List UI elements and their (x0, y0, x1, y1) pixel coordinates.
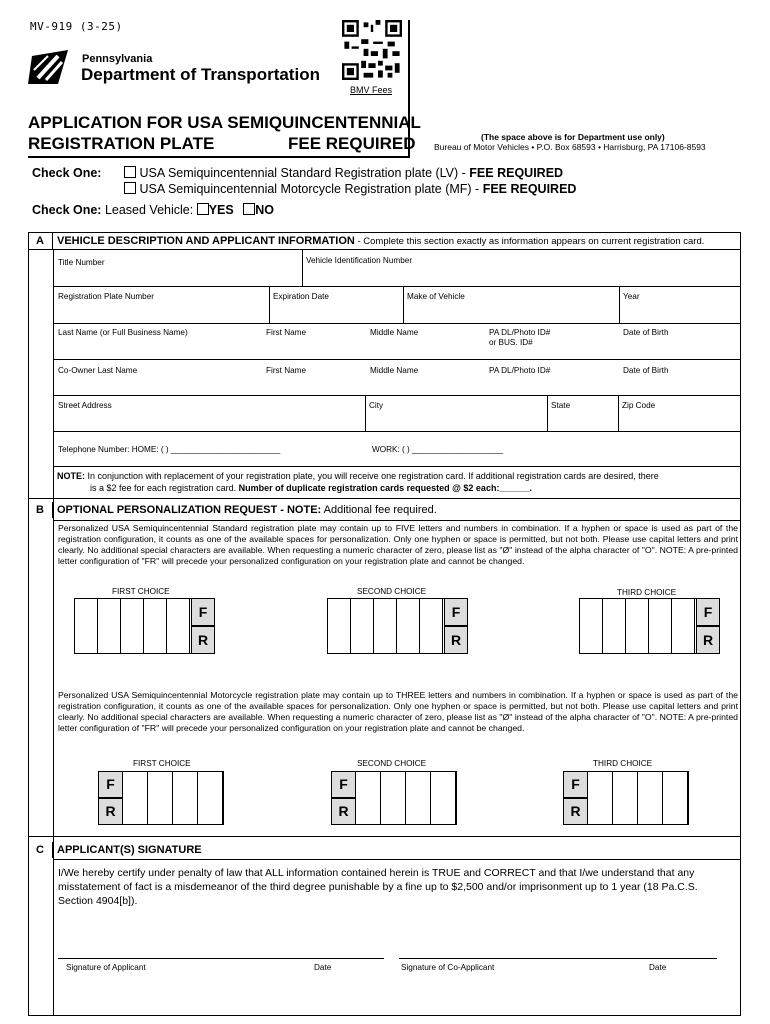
bureau-address: Bureau of Motor Vehicles • P.O. Box 68593 • Harrisburg, PA 17106-8593 (434, 142, 706, 152)
section-c-left-rule (53, 837, 54, 1015)
qr-code-icon[interactable] (342, 20, 402, 80)
rule (53, 431, 741, 432)
plate-number-label: Registration Plate Number (58, 292, 155, 301)
state-field[interactable] (548, 396, 618, 431)
bus-id-label: or BUS. ID# (489, 338, 533, 347)
section-a-header (53, 233, 741, 249)
section-b-subtitle: Additional fee required. (321, 504, 437, 516)
std-third-char-cell[interactable] (603, 599, 626, 653)
year-field[interactable] (620, 287, 740, 323)
expiration-date-label: Expiration Date (273, 292, 329, 301)
plate-lv-fee: FEE REQUIRED (469, 166, 564, 180)
rule (28, 836, 741, 837)
first-name-label: First Name (266, 328, 307, 337)
dept-use-note: (The space above is for Department use only) (481, 132, 665, 142)
check-one-label-2: Check One: (32, 203, 102, 217)
co-first-name-label: First Name (266, 366, 307, 375)
std-first-char-cell[interactable] (98, 599, 121, 653)
std-second-char-cell[interactable] (328, 599, 351, 653)
mc-second-r-cell: R (331, 798, 356, 825)
mc-third-char-cell[interactable] (588, 772, 613, 824)
title-rule (28, 156, 408, 158)
applicant-signature-line[interactable] (58, 958, 384, 959)
mc-first-choice-label: FIRST CHOICE (133, 759, 191, 768)
mc-second-f-cell: F (331, 771, 356, 798)
title-number-field[interactable] (54, 250, 302, 286)
mc-first-char-cell[interactable] (148, 772, 173, 824)
mc-first-f-cell: F (98, 771, 123, 798)
mc-third-f-cell: F (563, 771, 588, 798)
section-c-title: APPLICANT(S) SIGNATURE (57, 844, 202, 856)
org-state: Pennsylvania (82, 53, 153, 65)
rule (28, 498, 741, 499)
note-label: NOTE: (57, 471, 85, 481)
plate-number-field[interactable] (54, 287, 269, 323)
std-third-char-cell[interactable] (649, 599, 672, 653)
coapplicant-signature-line[interactable] (399, 958, 717, 959)
mc-first-r-cell: R (98, 798, 123, 825)
plate-mf-option[interactable] (124, 182, 576, 196)
applicant-date-label: Date (314, 963, 332, 972)
std-third-r-cell: R (696, 626, 720, 654)
mc-first-char-cell[interactable] (173, 772, 198, 824)
plate-lv-checkbox[interactable] (124, 166, 136, 178)
leased-yes-label: YES (208, 203, 234, 217)
co-pa-dl-label: PA DL/Photo ID# (489, 366, 551, 375)
section-c-letter: C (28, 842, 53, 858)
mc-second-choice-label: SECOND CHOICE (357, 759, 427, 768)
std-third-char-cell[interactable] (580, 599, 603, 653)
leased-no-checkbox[interactable] (243, 203, 255, 215)
leased-label: Leased Vehicle: (104, 203, 194, 217)
coapplicant-date-label: Date (649, 963, 667, 972)
title-number-label: Title Number (58, 258, 105, 267)
coapplicant-signature-label: Signature of Co-Applicant (401, 963, 495, 972)
section-a-note (57, 471, 739, 494)
section-a-letter: A (28, 233, 53, 249)
plate-mf-checkbox[interactable] (124, 182, 136, 194)
co-dob-label: Date of Birth (623, 366, 669, 375)
plate-mf-fee: FEE REQUIRED (482, 182, 577, 196)
co-owner-last-label: Co-Owner Last Name (58, 366, 138, 375)
mc-second-char-cell[interactable] (381, 772, 406, 824)
motorcycle-plate-instructions: Personalized USA Semiquincentennial Motorcycle registration plate may contain up to THREE letters and numbers in combination. If a hyphen or space is used as part of the registration configuration, it counts as one of the available spaces for personalization. Only one hyphen or space is permitted, but not both. Please use capital letters and print clearly. No additional special characters are available. When requesting a numeric character of zero, please list as "Ø" instead of the alpha character of "O". NOTE: A pre-printed letter configuration of "FR" will precede your personalized configuration on your registration plate and cannot be changed. (58, 690, 738, 733)
section-b-left-rule (53, 499, 54, 836)
std-second-char-cell[interactable] (351, 599, 374, 653)
rule (53, 466, 741, 467)
std-third-f-cell: F (696, 598, 720, 626)
std-second-char-cell[interactable] (374, 599, 397, 653)
certification-text: I/We hereby certify under penalty of law that ALL information contained herein is TRUE and CORRECT and that I/we understand that any misstatement of fact is a misdemeanor of the third degree punishable by a fine up to $2,500 and/or imprisonment up to 1 year (18 Pa.C.S. Section 4904[b]). (58, 867, 698, 907)
mc-second-char-cell[interactable] (406, 772, 431, 824)
std-second-choice-label: SECOND CHOICE (357, 587, 427, 596)
make-field[interactable] (404, 287, 619, 323)
leased-yes-checkbox[interactable] (197, 203, 209, 215)
city-field[interactable] (366, 396, 547, 431)
section-b-letter: B (28, 502, 53, 518)
std-first-char-cell[interactable] (144, 599, 167, 653)
section-b-title: OPTIONAL PERSONALIZATION REQUEST - NOTE: (57, 504, 322, 516)
section-a-title: VEHICLE DESCRIPTION AND APPLICANT INFORMATION (57, 235, 355, 247)
year-label: Year (623, 292, 640, 301)
rule (53, 520, 741, 521)
check-one-label: Check One: (32, 166, 102, 180)
fee-required-title: FEE REQUIRED (288, 134, 416, 153)
std-first-f-cell: F (191, 598, 215, 626)
zip-label: Zip Code (622, 401, 656, 410)
std-first-r-cell: R (191, 626, 215, 654)
std-third-char-cell[interactable] (672, 599, 695, 653)
rule (53, 859, 741, 860)
std-first-choice-label: FIRST CHOICE (112, 587, 170, 596)
telephone-home-label[interactable]: Telephone Number: HOME: ( ) ________________________ (58, 445, 281, 454)
state-label: State (551, 401, 571, 410)
applicant-name-field[interactable] (54, 324, 740, 359)
form-title-line2: REGISTRATION PLATE (28, 134, 215, 153)
org-name: Department of Transportation (81, 65, 320, 84)
std-second-f-cell: F (444, 598, 468, 626)
mc-first-char-cell[interactable] (123, 772, 148, 824)
mc-second-char-cell[interactable] (431, 772, 456, 824)
standard-plate-instructions: Personalized USA Semiquincentennial Standard registration plate may contain up to FIVE letters and numbers in combination. If a hyphen or space is used as part of the registration configuration, it counts as one of the available spaces for personalization. Only one hyphen or space is permitted, but not both. Please use capital letters and print clearly. No additional special characters are available. When requesting a numeric character of zero, please list as "Ø" instead of the alpha character of "O". NOTE: A pre-printed letter configuration of "FR" will precede your personalized configuration on your registration plate and cannot be changed. (58, 523, 738, 566)
note-text-1: In conjunction with replacement of your registration plate, you will receive one registration card. If additional registration cards are desired, there (85, 471, 659, 481)
section-c-header (53, 842, 741, 858)
expiration-date-field[interactable] (270, 287, 403, 323)
zip-field[interactable] (619, 396, 740, 431)
dob-label: Date of Birth (623, 328, 669, 337)
vin-label: Vehicle Identification Number (306, 256, 413, 265)
mc-first-char-cell[interactable] (198, 772, 223, 824)
std-second-char-cell[interactable] (397, 599, 420, 653)
co-middle-name-label: Middle Name (370, 366, 419, 375)
section-a-subtitle: - Complete this section exactly as information appears on current registration card. (354, 236, 705, 247)
note-duplicate-cards[interactable]: Number of duplicate registration cards requested @ $2 each:______. (238, 482, 532, 493)
leased-vehicle-row (32, 203, 274, 217)
telephone-work-label[interactable]: WORK: ( ) ____________________ (372, 445, 504, 454)
mc-third-choice-label: THIRD CHOICE (593, 759, 653, 768)
mc-second-char-cell[interactable] (356, 772, 381, 824)
std-third-choice-label: THIRD CHOICE (617, 588, 677, 597)
std-second-char-cell[interactable] (420, 599, 443, 653)
applicant-signature-label: Signature of Applicant (66, 963, 146, 972)
street-field[interactable] (54, 396, 365, 431)
std-first-char-cell[interactable] (167, 599, 190, 653)
mc-third-char-cell[interactable] (663, 772, 688, 824)
std-third-char-cell[interactable] (626, 599, 649, 653)
plate-lv-option[interactable] (124, 166, 563, 180)
form-title-line1: APPLICATION FOR USA SEMIQUINCENTENNIAL (28, 113, 421, 132)
plate-mf-label: USA Semiquincentennial Motorcycle Registration plate (MF) - (139, 182, 483, 196)
pa-dl-label: PA DL/Photo ID# (489, 328, 551, 337)
bmv-fees-link[interactable]: BMV Fees (350, 85, 393, 95)
form-code: MV-919 (3-25) (30, 20, 123, 33)
penndot-logo-icon (28, 48, 70, 86)
middle-name-label: Middle Name (370, 328, 419, 337)
co-owner-field[interactable] (54, 360, 740, 395)
std-first-char-cell[interactable] (121, 599, 144, 653)
last-name-label: Last Name (or Full Business Name) (58, 328, 188, 337)
mc-third-char-cell[interactable] (638, 772, 663, 824)
std-first-char-cell[interactable] (75, 599, 98, 653)
make-label: Make of Vehicle (407, 292, 465, 301)
mc-third-r-cell: R (563, 798, 588, 825)
vin-field[interactable] (303, 250, 740, 286)
plate-lv-label: USA Semiquincentennial Standard Registration plate (LV) - (139, 166, 470, 180)
section-b-header (53, 502, 741, 518)
city-label: City (369, 401, 384, 410)
mc-third-char-cell[interactable] (613, 772, 638, 824)
std-second-r-cell: R (444, 626, 468, 654)
leased-no-label: NO (255, 203, 274, 217)
note-text-2: is a $2 fee for each registration card. (90, 482, 239, 493)
street-label: Street Address (58, 401, 112, 410)
